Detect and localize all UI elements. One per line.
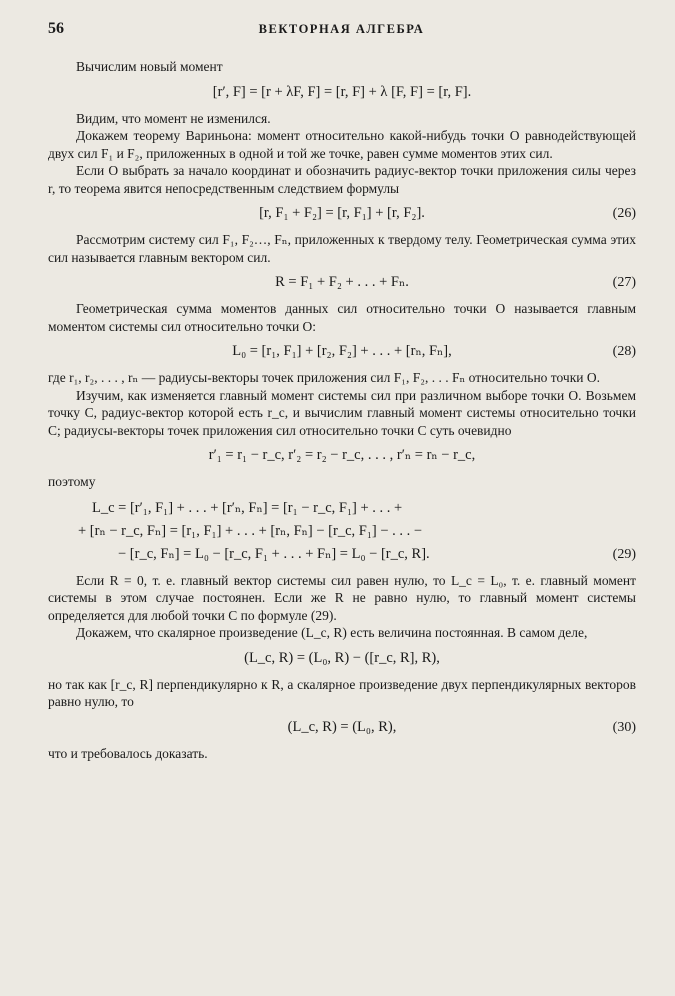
paragraph: где r₁, r₂, . . . , rₙ — радиусы-векторы точек приложения сил F₁, F₂, . . . Fₙ относительно точки O. xyxy=(48,370,600,385)
equation-number: (29) xyxy=(612,546,636,562)
paragraph: Геометрическая сумма моментов данных сил относительно точки O называется главным моментом системы сил относительно точки O: xyxy=(48,301,636,334)
formula-line-1: L_c = [r′₁, F₁] + . . . + [r′ₙ, Fₙ] = [r₁ − r_c, F₁] + . . . + xyxy=(92,499,403,516)
paragraph: что и требовалось доказать. xyxy=(48,745,208,761)
equation-30 xyxy=(48,718,636,737)
formula: r′₁ = r₁ − r_c, r′₂ = r₂ − r_c, . . . , r′ₙ = rₙ − r_c, xyxy=(208,447,476,463)
paragraph: но так как [r_c, R] перпендикулярно к R, а скалярное произведение двух перпендикулярных векторов равно нулю, то xyxy=(48,676,636,709)
equation-26 xyxy=(48,204,636,223)
paragraph: Видим, что момент не изменился. xyxy=(76,110,271,126)
formula: R = F₁ + F₂ + . . . + Fₙ. xyxy=(275,274,409,290)
formula-line-3: − [r_c, Fₙ] = L₀ − [r_c, F₁ + . . . + Fₙ] = L₀ − [r_c, R]. xyxy=(118,545,430,562)
equation-number: (26) xyxy=(612,206,636,221)
equation xyxy=(48,446,636,465)
page-number: 56 xyxy=(48,20,64,37)
paragraph: Вычислим новый момент xyxy=(76,59,223,74)
running-title: ВЕКТОРНАЯ АЛГЕБРА xyxy=(258,22,425,36)
page-header xyxy=(48,20,635,44)
formula-line-2: + [rₙ − r_c, Fₙ] = [r₁, F₁] + . . . + [rₙ, Fₙ] − [r_c, F₁] − . . . − xyxy=(78,522,423,539)
paragraph: Если O выбрать за начало координат и обозначить радиус-вектор точки приложения силы через r, то теорема явится непосредственным следствием формулы xyxy=(48,163,636,196)
formula: (L_c, R) = (L₀, R), xyxy=(287,718,397,735)
paragraph: Если R = 0, т. е. главный вектор системы сил равен нулю, то L_c = L₀, т. е. главный момент системы в этом случае постоянен. Если же R не равно нулю, то главный момент системы определяется для любой точки C по формуле (29). xyxy=(48,572,636,623)
equation-29 xyxy=(48,499,636,564)
equation-number: (30) xyxy=(612,719,636,735)
equation xyxy=(48,83,636,102)
equation-27 xyxy=(48,273,636,292)
paragraph: Докажем теорему Вариньона: момент относительно какой-нибудь точки O равнодействующей двух сил F₁ и F₂, приложенных в одной и той же точке, равен сумме моментов этих сил. xyxy=(48,128,636,161)
formula: [r′, F] = [r + λF, F] = [r, F] + λ [F, F] = [r, F]. xyxy=(212,83,472,100)
paragraph: Докажем, что скалярное произведение (L_c, R) есть величина постоянная. В самом деле, xyxy=(76,625,588,640)
formula: (L_c, R) = (L₀, R) − ([r_c, R], R), xyxy=(244,649,440,666)
formula: [r, F₁ + F₂] = [r, F₁] + [r, F₂]. xyxy=(259,205,425,221)
paragraph: Изучим, как изменяется главный момент системы сил при различном выборе точки O. Возьмем точку C, радиус-вектор которой есть r_c, и вычислим главный момент системы относительно точки C; радиусы-векторы точек приложения сил относительно точки C суть очевидно xyxy=(48,387,636,438)
paragraph: поэтому xyxy=(48,474,96,489)
equation-number: (27) xyxy=(612,275,636,290)
formula: L₀ = [r₁, F₁] + [r₂, F₂] + . . . + [rₙ, Fₙ], xyxy=(232,343,452,359)
paragraph: Рассмотрим систему сил F₁, F₂…, Fₙ, приложенных к твердому телу. Геометрическая сумма этих сил называется главным вектором сил. xyxy=(48,232,636,265)
page-body xyxy=(48,58,636,762)
equation-number: (28) xyxy=(612,344,636,359)
equation xyxy=(48,649,636,668)
equation-28 xyxy=(48,342,636,361)
